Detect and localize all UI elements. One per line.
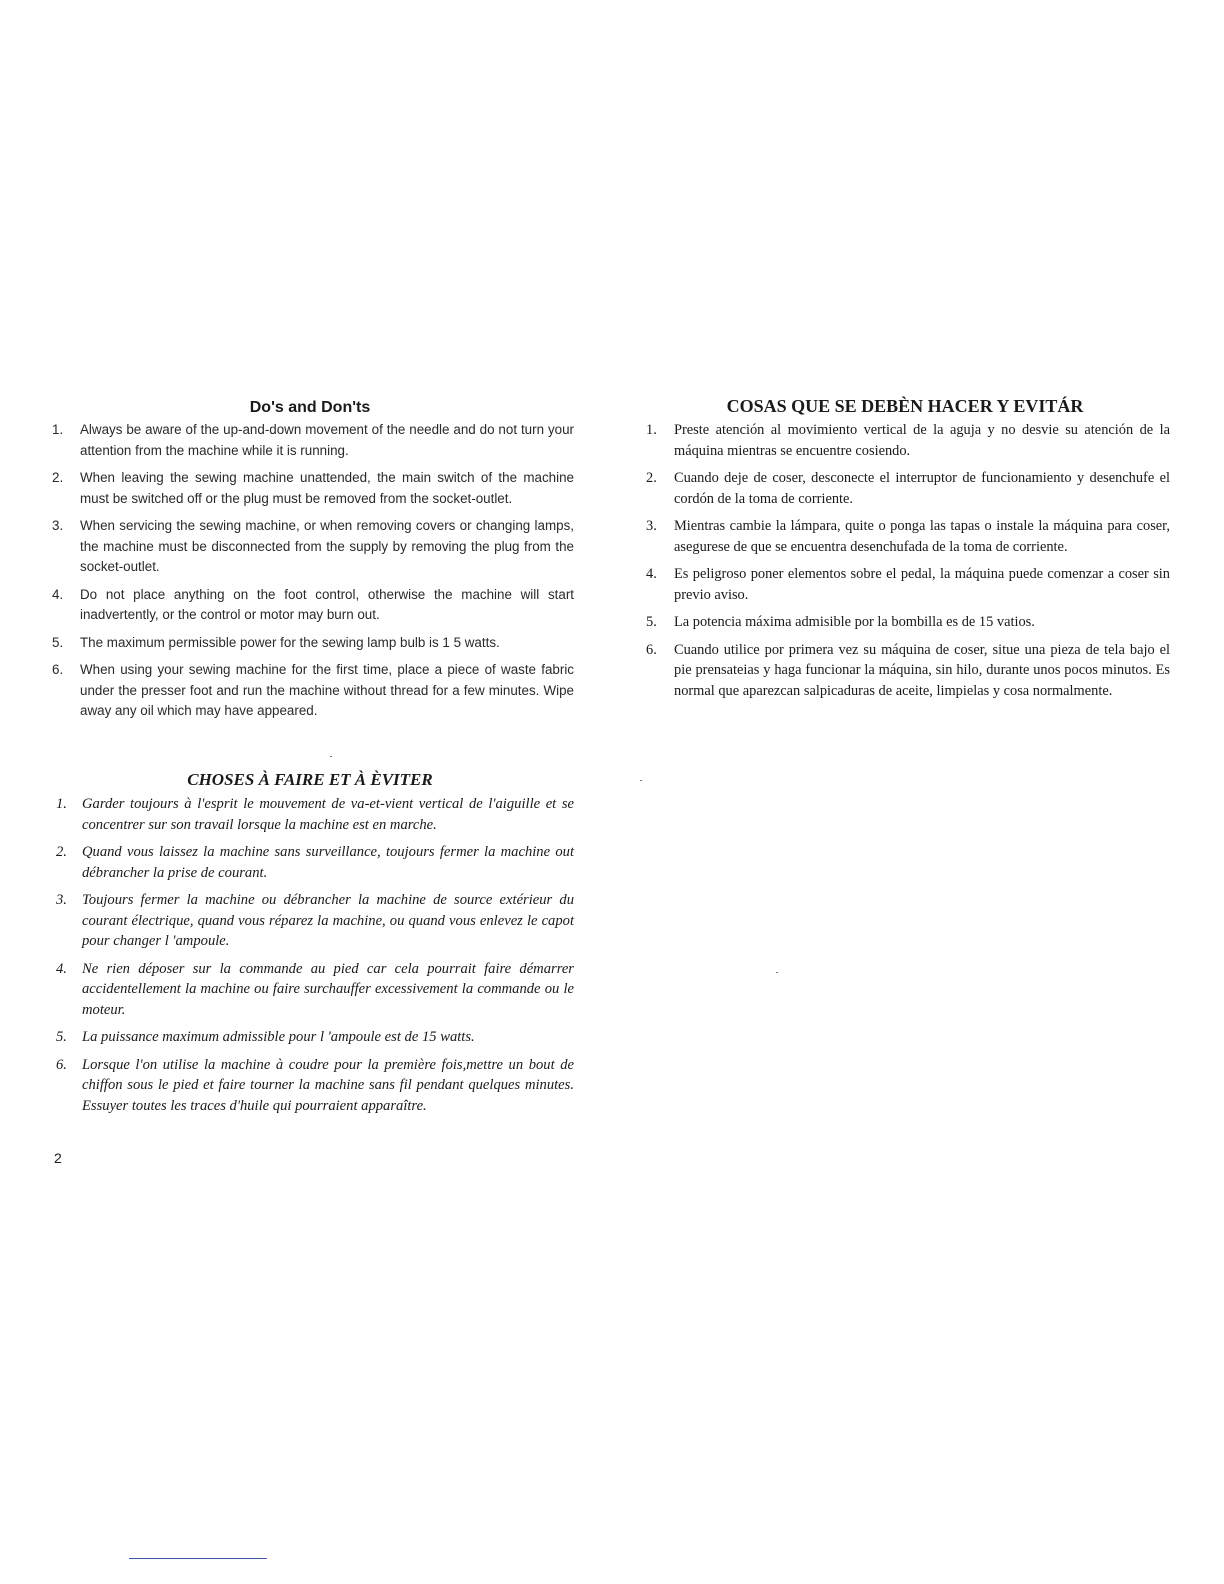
- list-item: [640, 564, 1170, 605]
- item-text: Garder toujours à l'esprit le mouvement de va-et-vient vertical de l'aiguille et se concentrer sur son travail lorsque la machine est en marche.: [82, 796, 574, 833]
- french-section: [46, 770, 574, 1123]
- list-item: [46, 890, 574, 952]
- list-item: [46, 585, 574, 626]
- scan-speck: [330, 756, 332, 757]
- french-title: CHOSES À FAIRE ET À ÈVITER: [187, 770, 433, 789]
- scan-speck: [640, 780, 642, 781]
- item-text: Do not place anything on the foot control, otherwise the machine will start inadvertently, or the control or motor may burn out.: [80, 586, 574, 622]
- item-number: 5.: [56, 1029, 67, 1045]
- list-item: [640, 612, 1170, 633]
- item-number: 1.: [646, 422, 657, 438]
- french-list: [46, 794, 574, 1116]
- page-number: 2: [54, 1150, 62, 1166]
- list-item: [46, 420, 574, 461]
- item-number: 6.: [52, 662, 64, 677]
- spanish-list: [640, 420, 1170, 701]
- english-list: [46, 420, 574, 722]
- bottom-rule: [129, 1558, 267, 1559]
- item-number: 5.: [52, 634, 64, 650]
- item-number: 4.: [56, 960, 67, 977]
- item-number: 2.: [52, 470, 64, 485]
- spanish-section: [640, 396, 1170, 708]
- item-number: 2.: [646, 470, 657, 486]
- item-number: 3.: [56, 892, 67, 908]
- item-text: Toujours fermer la machine ou débrancher la machine de source extérieur du courant électrique, quand vous réparez la machine, ou quand vous enlevez le capot pour changer l 'ampoule.: [82, 892, 574, 949]
- item-text: Cuando deje de coser, desconecte el interruptor de funcionamiento y desenchufe el cordón de la toma de corriente.: [674, 470, 1170, 507]
- list-item: [46, 660, 574, 722]
- item-number: 5.: [646, 614, 657, 630]
- item-text: La potencia máxima admisible por la bombilla es de 15 vatios.: [674, 614, 1035, 630]
- list-item: [46, 1027, 574, 1048]
- item-text: When leaving the sewing machine unattended, the main switch of the machine must be switched off or the plug must be removed from the socket-outlet.: [80, 470, 574, 506]
- item-number: 4.: [52, 586, 64, 602]
- item-number: 6.: [646, 641, 657, 658]
- item-text: When using your sewing machine for the first time, place a piece of waste fabric under the presser foot and run the machine without thread for a few minutes. Wipe away any oil which may have appeared.: [80, 662, 574, 718]
- item-number: 1.: [56, 796, 67, 812]
- list-item: [640, 516, 1170, 557]
- item-text: Always be aware of the up-and-down movement of the needle and do not turn your attention from the machine while it is running.: [80, 422, 574, 458]
- list-item: [46, 794, 574, 835]
- english-title: Do's and Don'ts: [249, 399, 371, 416]
- list-item: [640, 468, 1170, 509]
- item-text: La puissance maximum admissible pour l 'ampoule est de 15 watts.: [82, 1029, 475, 1045]
- list-item: [46, 516, 574, 578]
- item-text: Ne rien déposer sur la commande au pied car cela pourrait faire démarrer accidentellement la machine ou faire surchauffer excessivement la commande ou le moteur.: [82, 960, 574, 1018]
- item-number: 4.: [646, 566, 657, 582]
- list-item: [640, 420, 1170, 461]
- scan-speck: [776, 972, 778, 973]
- item-text: Quand vous laissez la machine sans surveillance, toujours fermer la machine out débrancher la prise de courant.: [82, 844, 574, 881]
- list-item: [46, 842, 574, 883]
- list-item: [640, 640, 1170, 702]
- item-text: Lorsque l'on utilise la machine à coudre pour la première fois,mettre un bout de chiffon sous le pied et faire tourner la machine sans fil pendant quelques minutes. Essuyer toutes les traces d'huile qui pourraient apparaître.: [82, 1056, 574, 1114]
- list-item: [46, 959, 574, 1021]
- item-text: The maximum permissible power for the sewing lamp bulb is 1 5 watts.: [80, 634, 500, 650]
- item-text: Preste atención al movimiento vertical de la aguja y no desvie su atención de la máquina mientras se encuentre cosiendo.: [674, 422, 1170, 459]
- list-item: [46, 1055, 574, 1117]
- list-item: [46, 633, 574, 654]
- item-text: Cuando utilice por primera vez su máquina de coser, situe una pieza de tela bajo el pie prensateias y haga funcionar la máquina, sin hilo, durante unos pocos minutos. Es normal que aparezcan salpicaduras de aceite, limpielas y cosa normalmente.: [674, 641, 1170, 699]
- item-text: Es peligroso poner elementos sobre el pedal, la máquina puede comenzar a coser sin previo aviso.: [674, 566, 1170, 603]
- item-text: Mientras cambie la lámpara, quite o ponga las tapas o instale la máquina para coser, asegurese de que se encuentra desenchufada de la toma de corriente.: [674, 518, 1170, 555]
- english-section: [46, 399, 574, 729]
- item-number: 3.: [646, 518, 657, 534]
- item-number: 2.: [56, 844, 67, 860]
- spanish-title: COSAS QUE SE DEBÈN HACER Y EVITÁR: [726, 396, 1084, 416]
- item-text: When servicing the sewing machine, or when removing covers or changing lamps, the machine must be disconnected from the supply by removing the plug from the socket-outlet.: [80, 518, 574, 574]
- item-number: 6.: [56, 1056, 67, 1073]
- item-number: 3.: [52, 518, 64, 533]
- list-item: [46, 468, 574, 509]
- item-number: 1.: [52, 422, 64, 437]
